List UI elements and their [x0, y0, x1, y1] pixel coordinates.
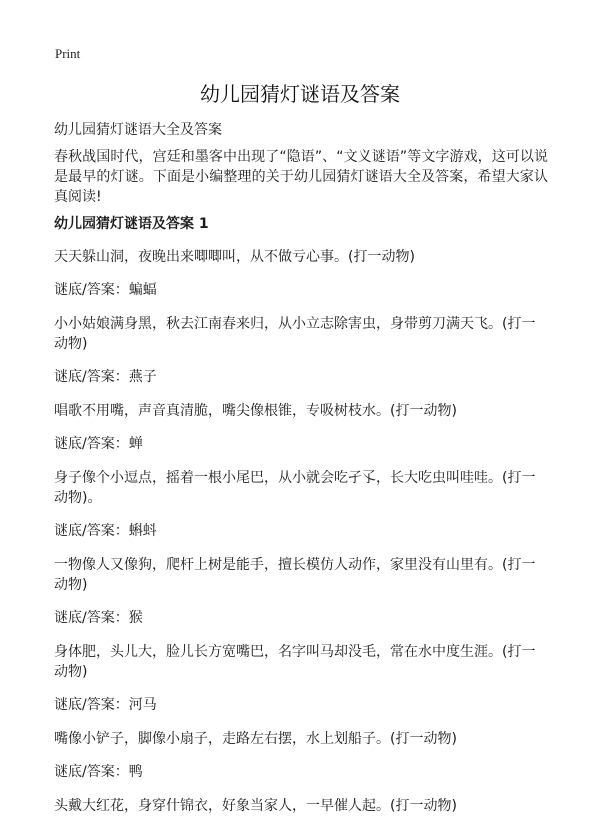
riddle-question: 头戴大红花，身穿什锦衣，好象当家人，一早催人起。(打一动物) — [54, 798, 457, 814]
riddle-question: 唱歌不用嘴，声音真清脆，嘴尖像根锥，专吸树枝水。(打一动物) — [54, 403, 457, 419]
riddle-answer: 谜底/答案：鸭 — [54, 764, 143, 780]
section-heading: 幼儿园猜灯谜语及答案 1 — [54, 216, 209, 232]
riddle-question: 嘴像小铲子，脚像小扇子，走路左右摆，水上划船子。(打一动物) — [54, 731, 457, 747]
riddle-question: 一物像人又像狗，爬杆上树是能手，擅长模仿人动作，家里没有山里有。(打一动物) — [54, 557, 536, 593]
page-title: 幼儿园猜灯谜语及答案 — [200, 82, 400, 106]
riddle-list — [54, 247, 548, 829]
riddle-answer: 谜底/答案：蝌蚪 — [54, 523, 157, 539]
document-subtitle: 幼儿园猜灯谜语大全及答案 — [54, 122, 222, 138]
intro-paragraph: 春秋战国时代，宫廷和墨客中出现了“隐语”、“文义谜语”等文字游戏，这可以说是最早的灯谜。下面是小编整理的关于幼儿园猜灯谜语大全及答案，希望大家认真阅读! — [54, 149, 548, 205]
riddle-answer: 谜底/答案：燕子 — [54, 369, 157, 385]
riddle-question: 身子像个小逗点，摇着一根小尾巴，从小就会吃孑孓，长大吃虫叫哇哇。(打一动物)。 — [54, 470, 536, 506]
riddle-question: 小小姑娘满身黑，秋去江南春来归，从小立志除害虫，身带剪刀满天飞。(打一动物) — [54, 316, 536, 352]
riddle-answer: 谜底/答案：猴 — [54, 610, 143, 626]
riddle-answer: 谜底/答案：河马 — [54, 697, 157, 713]
riddle-answer: 谜底/答案：蝙蝠 — [54, 282, 157, 298]
riddle-answer: 谜底/答案：蝉 — [54, 436, 143, 452]
riddle-question: 身体肥，头儿大，脸儿长方宽嘴巴，名字叫马却没毛，常在水中度生涯。(打一动物) — [54, 644, 536, 680]
print-label: Print — [55, 46, 81, 61]
riddle-question: 天天躲山洞，夜晚出来唧唧叫，从不做亏心事。(打一动物) — [54, 249, 415, 265]
